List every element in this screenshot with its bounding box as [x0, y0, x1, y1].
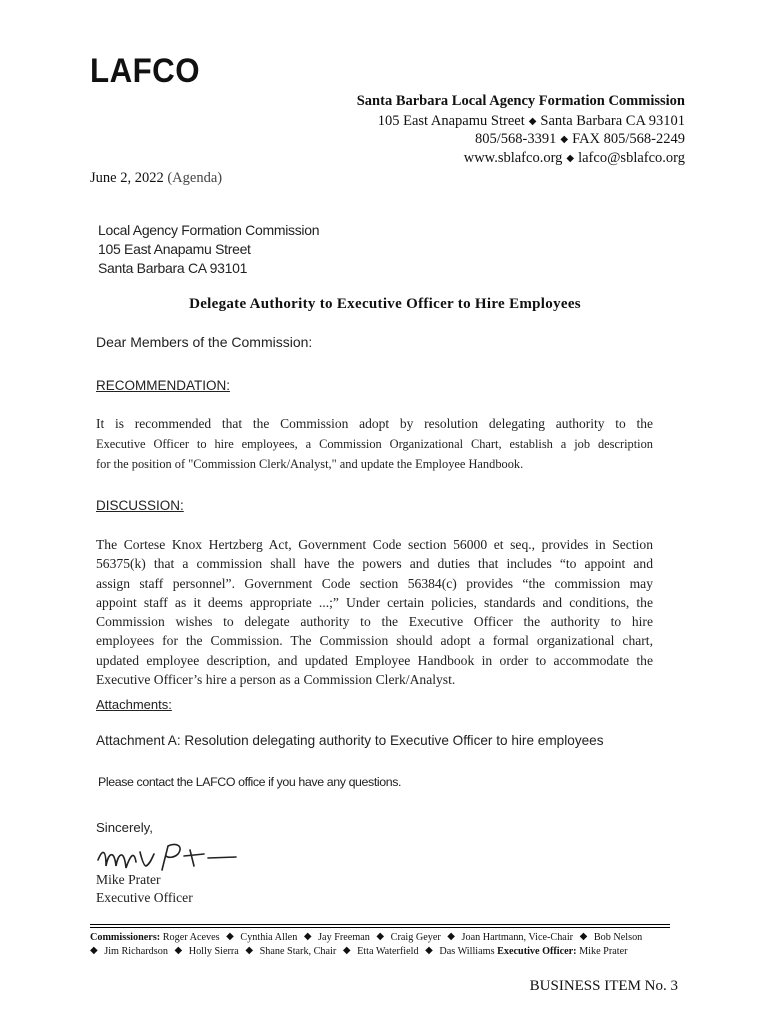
- diamond-separator-icon: ◆: [528, 116, 537, 127]
- phone: 805/568-3391: [475, 131, 557, 147]
- organization-web: [464, 150, 685, 167]
- recommendation-line: It is recommended that the Commission adopt by resolution delegating authority to the: [96, 416, 653, 431]
- letter-subject: Delegate Authority to Executive Officer to Hire Employees: [189, 296, 581, 312]
- diamond-separator-icon: ◆: [90, 945, 98, 956]
- commissioner: Roger Aceves: [162, 932, 220, 943]
- diamond-separator-icon: ◆: [376, 931, 385, 942]
- diamond-separator-icon: ◆: [342, 945, 351, 956]
- salutation: Dear Members of the Commission:: [96, 334, 313, 350]
- footer-line-2: [90, 945, 675, 959]
- date-note: (Agenda): [167, 170, 223, 186]
- recipient-line-1: Local Agency Formation Commission: [98, 222, 320, 238]
- footer-line-1: [90, 931, 675, 945]
- city: Santa Barbara CA 93101: [540, 113, 685, 129]
- date-value: June 2, 2022: [90, 170, 164, 186]
- closing: Sincerely,: [96, 820, 153, 835]
- letter-date: [90, 170, 222, 187]
- diamond-separator-icon: ◆: [303, 931, 312, 942]
- organization-address: [378, 113, 685, 130]
- discussion-line: Executive Officer’s hire a person as a Commission Clerk/Analyst.: [96, 672, 456, 688]
- recipient-line-2: 105 East Anapamu Street: [98, 241, 251, 257]
- commissioners-label: Commissioners:: [90, 932, 161, 943]
- executive-officer-label: Executive Officer:: [497, 946, 577, 957]
- lafco-logo: LAFCO: [90, 52, 201, 90]
- diamond-separator-icon: ◆: [566, 153, 575, 164]
- commissioner: Craig Geyer: [390, 932, 441, 943]
- commissioner: Cynthia Allen: [240, 932, 298, 943]
- fax: FAX 805/568-2249: [572, 131, 685, 147]
- recommendation-paragraph: [96, 414, 653, 474]
- attachment-item: Attachment A: Resolution delegating authority to Executive Officer to hire employees: [96, 733, 604, 748]
- diamond-separator-icon: ◆: [245, 945, 254, 956]
- commissioner: Joan Hartmann, Vice-Chair: [461, 932, 574, 943]
- commissioners-footer: [90, 931, 675, 959]
- contact-note: Please contact the LAFCO office if you have any questions.: [98, 775, 402, 789]
- footer-rule: [90, 927, 670, 928]
- diamond-separator-icon: ◆: [560, 134, 569, 145]
- discussion-line: assign staff personnel”. Government Code section 56384(c) provides “the commission may: [96, 575, 653, 591]
- commissioner: Etta Waterfield: [357, 946, 419, 957]
- recommendation-heading: RECOMMENDATION:: [96, 378, 230, 393]
- commissioner: Das Williams: [439, 946, 495, 957]
- diamond-separator-icon: ◆: [447, 931, 455, 942]
- discussion-line: employees for the Commission. The Commission should adopt a formal organizational chart,: [96, 633, 653, 649]
- organization-name: Santa Barbara Local Agency Formation Commission: [356, 93, 685, 109]
- street: 105 East Anapamu Street: [377, 113, 525, 129]
- executive-officer-name: Mike Prater: [579, 946, 628, 957]
- diamond-separator-icon: ◆: [425, 945, 433, 956]
- signer-name: Mike Prater: [96, 872, 161, 887]
- commissioner: Jay Freeman: [318, 932, 370, 943]
- commissioner: Shane Stark, Chair: [259, 946, 337, 957]
- business-item-number: BUSINESS ITEM No. 3: [529, 978, 678, 994]
- discussion-line: Commission wishes to delegate authority to the Executive Officer the authority to hire: [96, 614, 653, 630]
- footer-rule: [90, 924, 670, 925]
- diamond-separator-icon: ◆: [174, 945, 183, 956]
- discussion-line: The Cortese Knox Hertzberg Act, Government Code section 56000 et seq., provides in Section: [96, 537, 653, 552]
- recommendation-line: for the position of "Commission Clerk/Analyst," and update the Employee Handbook.: [96, 457, 524, 471]
- email-link[interactable]: lafco@sblafco.org: [578, 150, 685, 166]
- discussion-line: updated employee description, and updated Employee Handbook in order to accommodate the: [96, 652, 653, 668]
- diamond-separator-icon: ◆: [579, 931, 588, 942]
- commissioner: Jim Richardson: [104, 946, 168, 957]
- signature-image: [96, 836, 241, 876]
- diamond-separator-icon: ◆: [226, 931, 234, 942]
- website-link[interactable]: www.sblafco.org: [463, 150, 563, 166]
- discussion-line: 56375(k) that a commission shall have the powers and duties that includes “to appoint and: [96, 556, 653, 572]
- attachments-heading: Attachments:: [96, 697, 172, 712]
- signer-title: Executive Officer: [96, 890, 193, 905]
- discussion-line: appoint staff as it deems appropriate ...;” Under certain policies, standards and conditions, the: [96, 594, 653, 610]
- organization-phone: [475, 131, 685, 148]
- discussion-heading: DISCUSSION:: [96, 498, 184, 513]
- recipient-line-3: Santa Barbara CA 93101: [98, 260, 248, 276]
- commissioner: Holly Sierra: [188, 946, 239, 957]
- discussion-paragraph: [96, 535, 653, 689]
- commissioner: Bob Nelson: [593, 932, 643, 943]
- recommendation-line: Executive Officer to hire employees, a Commission Organizational Chart, establish a job description: [96, 437, 653, 451]
